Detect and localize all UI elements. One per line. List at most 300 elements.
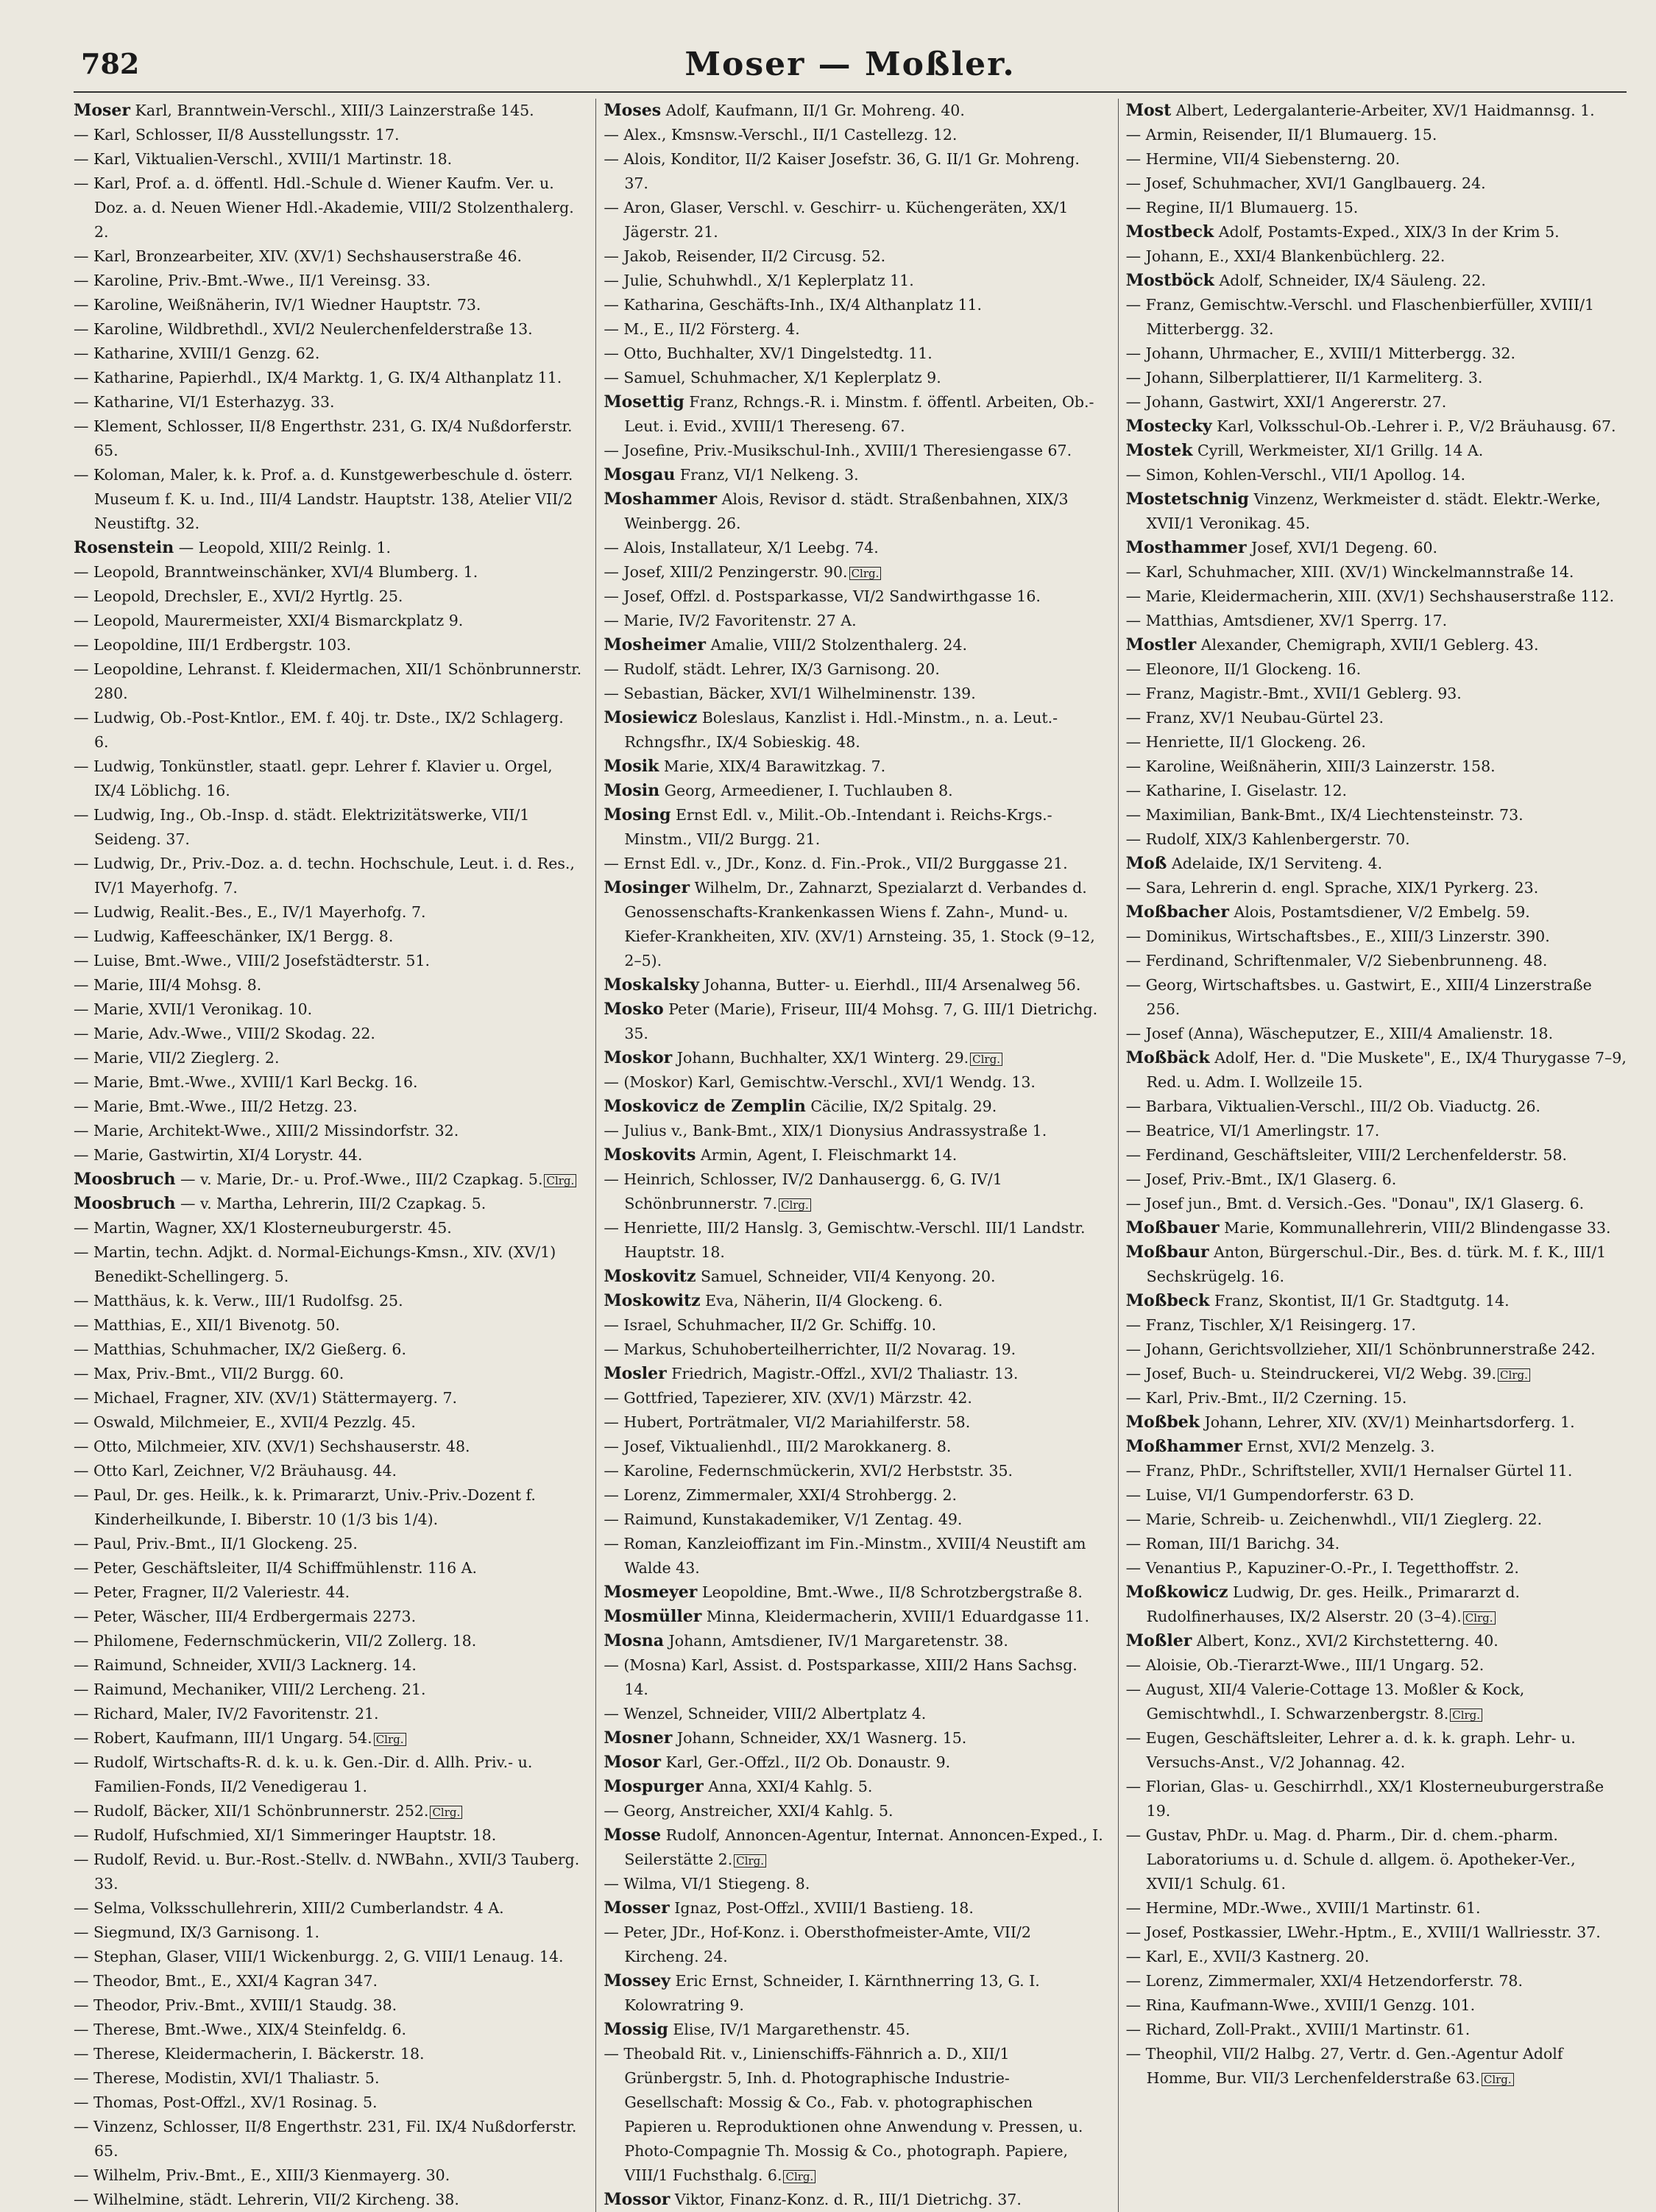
entry-text: Rudolf, Annoncen-Agentur, Internat. Annoncen-Exped., I. Seilerstätte 2.: [624, 1826, 1103, 1868]
entry-surname: Moosbruch: [74, 1170, 176, 1189]
entry-text: — Sebastian, Bäcker, XVI/1 Wilhelminenstr. 139.: [604, 685, 976, 702]
entry-surname: Mostbeck: [1125, 222, 1214, 241]
directory-entry: [74, 973, 582, 997]
directory-entry: [1126, 1896, 1627, 1921]
entry-surname: Mostböck: [1125, 271, 1214, 290]
entry-text: — Maximilian, Bank-Bmt., IX/4 Liechtensteinstr. 73.: [1125, 806, 1524, 824]
entry-text: Elise, IV/1 Margarethenstr. 45.: [673, 2021, 910, 2038]
directory-entry: [604, 196, 1104, 244]
directory-entry: [1126, 244, 1627, 269]
clearing-badge: Clrg.: [970, 1053, 1002, 1066]
entry-surname: Mossor: [604, 2190, 670, 2209]
entry-text: Johann, Buchhalter, XX/1 Winterg. 29.: [676, 1049, 969, 1067]
directory-entry: [74, 342, 582, 366]
entry-text: — Josef, Schuhmacher, XVI/1 Ganglbauerg. 24.: [1125, 174, 1486, 192]
entry-text: — Ludwig, Kaffeeschänker, IX/1 Bergg. 8.: [74, 927, 394, 945]
directory-entry: [74, 755, 582, 803]
entry-text: — Julie, Schuhwhdl., X/1 Keplerplatz 11.: [604, 272, 914, 289]
entry-text: — Johann, E., XXI/4 Blankenbüchlerg. 22.: [1125, 247, 1446, 265]
entry-text: — Therese, Modistin, XVI/1 Thaliastr. 5.: [74, 2069, 380, 2087]
entry-text: — Roman, III/1 Barichg. 34.: [1125, 1535, 1340, 1552]
directory-entry: [1126, 827, 1627, 852]
entry-text: Minna, Kleidermacherin, XVIII/1 Eduardgasse 11.: [706, 1608, 1089, 1625]
directory-entry: [74, 269, 582, 293]
entry-text: — Leopold, Drechsler, E., XVI/2 Hyrtlg. 25.: [74, 587, 403, 605]
directory-entry: [604, 779, 1104, 803]
directory-entry: [604, 342, 1104, 366]
directory-entry: [1126, 1823, 1627, 1896]
entry-text: — Johann, Gerichtsvollzieher, XII/1 Schönbrunnerstraße 242.: [1125, 1340, 1596, 1358]
entry-text: Adolf, Her. d. "Die Muskete", E., IX/4 Thurygasse 7–9, Red. u. Adm. I. Wollzeile 15.: [1146, 1049, 1627, 1091]
directory-entry: [1126, 657, 1627, 682]
directory-entry: [604, 269, 1104, 293]
entry-text: — Rudolf, XIX/3 Kahlenbergerstr. 70.: [1125, 830, 1410, 848]
entry-text: — Raimund, Mechaniker, VIII/2 Lercheng. 21.: [74, 1681, 426, 1698]
entry-surname: Mostetschnig: [1125, 490, 1249, 509]
entry-text: — Dominikus, Wirtschaftsbes., E., XIII/3 Linzerstr. 390.: [1125, 927, 1550, 945]
entry-text: Adolf, Postamts-Exped., XIX/3 In der Krim 5.: [1218, 223, 1560, 241]
directory-entry: [74, 1799, 582, 1823]
column-1: [74, 99, 582, 2212]
directory-entry: [1126, 1726, 1627, 1775]
entry-text: — Rudolf, Wirtschafts-R. d. k. u. k. Gen.-Dir. d. Allh. Priv.- u. Familien-Fonds, II/2 Venedigerau 1.: [74, 1753, 533, 1795]
entry-text: — Josef, Priv.-Bmt., IX/1 Glaserg. 6.: [1125, 1170, 1397, 1188]
directory-entry: [1126, 682, 1627, 706]
entry-text: — Lorenz, Zimmermaler, XXI/4 Hetzendorferstr. 78.: [1125, 1972, 1523, 1990]
directory-entry: [74, 1192, 582, 1216]
entry-text: — Wilma, VI/1 Stiegeng. 8.: [604, 1875, 810, 1893]
entry-surname: Mostek: [1125, 441, 1193, 460]
entry-text: — Matthias, E., XII/1 Bivenotg. 50.: [74, 1316, 340, 1334]
clearing-badge: Clrg.: [430, 1806, 462, 1819]
entry-text: Ernst Edl. v., Milit.-Ob.-Intendant i. Reichs-Krgs.-Minstm., VII/2 Burgg. 21.: [624, 806, 1052, 848]
directory-entry: [74, 2115, 582, 2163]
directory-entry: [604, 1435, 1104, 1459]
directory-entry: [604, 1483, 1104, 1508]
directory-entry: [1126, 1143, 1627, 1167]
directory-entry: [74, 1556, 582, 1580]
directory-entry: [74, 925, 582, 949]
directory-entry: [74, 1240, 582, 1289]
directory-entry: [74, 1678, 582, 1702]
entry-text: Leopoldine, Bmt.-Wwe., II/8 Schrotzbergstraße 8.: [701, 1583, 1083, 1601]
directory-entry: [74, 1338, 582, 1362]
entry-text: — Alois, Installateur, X/1 Leebg. 74.: [604, 539, 879, 556]
directory-entry: [74, 463, 582, 536]
directory-entry: [604, 1167, 1104, 1216]
directory-entry: [1126, 463, 1627, 487]
entry-text: — Marie, Bmt.-Wwe., XVIII/1 Karl Beckg. 16.: [74, 1073, 418, 1091]
directory-entry: [74, 1969, 582, 1993]
entry-text: — Franz, PhDr., Schriftsteller, XVII/1 Hernalser Gürtel 11.: [1125, 1462, 1573, 1480]
directory-entry: [604, 706, 1104, 755]
directory-entry: [604, 2042, 1104, 2188]
entry-text: — Karl, Prof. a. d. öffentl. Hdl.-Schule d. Wiener Kaufm. Ver. u. Doz. a. d. Neuen Wiener Hdl.-Akademie, VIII/2 Stolzenthalerg. 2.: [74, 174, 574, 241]
entry-surname: Mosinger: [604, 878, 690, 897]
entry-text: — Georg, Wirtschaftsbes. u. Gastwirt, E., XIII/4 Linzerstraße 256.: [1125, 976, 1592, 1018]
directory-entry: [74, 657, 582, 706]
directory-entry: [1126, 900, 1627, 925]
entry-text: — Johann, Silberplattierer, II/1 Karmeliterg. 3.: [1125, 369, 1483, 386]
directory-entry: [1126, 1192, 1627, 1216]
entry-text: — Katharine, Papierhdl., IX/4 Marktg. 1, G. IX/4 Althanplatz 11.: [74, 369, 562, 386]
directory-entry: [1126, 1993, 1627, 2018]
entry-surname: Moshammer: [604, 490, 718, 509]
directory-entry: [604, 755, 1104, 779]
entry-text: — Ferdinand, Schriftenmaler, V/2 Siebenbrunneng. 48.: [1125, 952, 1548, 969]
entry-text: — Matthäus, k. k. Verw., III/1 Rudolfsg. 25.: [74, 1292, 403, 1310]
entry-text: Adolf, Schneider, IX/4 Säuleng. 22.: [1219, 272, 1486, 289]
directory-entry: [1126, 1338, 1627, 1362]
directory-entry: [604, 1143, 1104, 1167]
entry-text: Ernst, XVI/2 Menzelg. 3.: [1247, 1438, 1435, 1455]
entry-text: — Therese, Bmt.-Wwe., XIX/4 Steinfeldg. 6.: [74, 2021, 407, 2038]
directory-entry: [1126, 584, 1627, 609]
entry-surname: Mospurger: [604, 1777, 704, 1796]
entry-text: — Matthias, Schuhmacher, IX/2 Gießerg. 6.: [74, 1340, 406, 1358]
entry-surname: Mostler: [1125, 635, 1197, 654]
entry-surname: Mosheimer: [604, 635, 706, 654]
entry-text: — Alois, Konditor, II/2 Kaiser Josefstr. 36, G. II/1 Gr. Mohreng. 37.: [604, 150, 1080, 192]
directory-entry: [1126, 366, 1627, 390]
entry-text: — Peter, Fragner, II/2 Valeriestr. 44.: [74, 1583, 350, 1601]
column-3: [1118, 99, 1627, 2212]
entry-surname: Mosler: [604, 1364, 667, 1383]
entry-surname: Moskowitz: [604, 1291, 701, 1310]
entry-text: — Otto Karl, Zeichner, V/2 Bräuhausg. 44.: [74, 1462, 397, 1480]
entry-text: — Georg, Anstreicher, XXI/4 Kahlg. 5.: [604, 1802, 894, 1820]
directory-entry: [74, 1629, 582, 1653]
entry-text: Eva, Näherin, II/4 Glockeng. 6.: [705, 1292, 943, 1310]
clearing-badge: Clrg.: [734, 1854, 766, 1868]
entry-surname: Moßbaur: [1125, 1243, 1209, 1262]
directory-entry: [74, 803, 582, 852]
entry-text: — Leopold, Branntweinschänker, XVI/4 Blumberg. 1.: [74, 563, 478, 581]
directory-entry: [1126, 1216, 1627, 1240]
entry-text: Armin, Agent, I. Fleischmarkt 14.: [700, 1146, 958, 1164]
clearing-badge: Clrg.: [783, 2170, 815, 2183]
directory-entry: [604, 1629, 1104, 1653]
entry-text: — Stephan, Glaser, VIII/1 Wickenburgg. 2, G. VIII/1 Lenaug. 14.: [74, 1948, 564, 1965]
directory-entry: [1126, 172, 1627, 196]
directory-entry: [604, 463, 1104, 487]
entry-text: — Karl, Viktualien-Verschl., XVIII/1 Martinstr. 18.: [74, 150, 453, 168]
directory-entry: [604, 147, 1104, 196]
directory-entry: [1126, 269, 1627, 293]
directory-entry: [74, 1362, 582, 1386]
running-head: Moser — Moßler.: [684, 46, 1016, 83]
directory-entry: [74, 2018, 582, 2042]
directory-entry: [604, 1313, 1104, 1338]
entry-text: Viktor, Finanz-Konz. d. R., III/1 Dietrichg. 37.: [674, 2191, 1022, 2208]
entry-text: — Marie, Adv.-Wwe., VIII/2 Skodag. 22.: [74, 1025, 375, 1042]
entry-text: — Marie, III/4 Mohsg. 8.: [74, 976, 262, 994]
entry-text: — Hermine, VII/4 Siebensterng. 20.: [1125, 150, 1401, 168]
directory-entry: [1126, 1580, 1627, 1629]
entry-text: Josef, XVI/1 Degeng. 60.: [1251, 539, 1438, 556]
entry-text: — v. Marie, Dr.- u. Prof.-Wwe., III/2 Czapkag. 5.: [180, 1170, 543, 1188]
directory-entry: [1126, 706, 1627, 730]
directory-entry: [74, 584, 582, 609]
entry-surname: Mosser: [604, 1898, 670, 1918]
directory-entry: [604, 123, 1104, 147]
directory-entry: [74, 1653, 582, 1678]
entry-text: Ignaz, Post-Offzl., XVIII/1 Bastieng. 18.: [674, 1899, 974, 1917]
entry-text: — Josef, Buch- u. Steindruckerei, VI/2 Webg. 39.: [1125, 1365, 1497, 1382]
directory-entry: [74, 1726, 582, 1750]
entry-text: — Karoline, Weißnäherin, XIII/3 Lainzerstr. 158.: [1125, 757, 1496, 775]
entry-text: — Luise, VI/1 Gumpendorferstr. 63 D.: [1125, 1486, 1415, 1504]
directory-entry: [1126, 147, 1627, 172]
directory-entry: [604, 1896, 1104, 1921]
entry-surname: Mosmeyer: [604, 1583, 698, 1602]
entry-surname: Moses: [604, 101, 662, 120]
entry-text: — Rina, Kaufmann-Wwe., XVIII/1 Genzg. 101.: [1125, 1996, 1476, 2014]
entry-text: Friedrich, Magistr.-Offzl., XVI/2 Thaliastr. 13.: [671, 1365, 1019, 1382]
entry-surname: Moßhammer: [1125, 1437, 1242, 1456]
entry-text: — Ferdinand, Geschäftsleiter, VIII/2 Lerchenfelderstr. 58.: [1125, 1146, 1568, 1164]
entry-text: — Josef (Anna), Wäscheputzer, E., XIII/4 Amalienstr. 18.: [1125, 1025, 1554, 1042]
entry-text: Karl, Ger.-Offzl., II/2 Ob. Donaustr. 9.: [665, 1753, 951, 1771]
entry-text: Marie, XIX/4 Barawitzkag. 7.: [663, 757, 886, 775]
directory-entry: [604, 1386, 1104, 1410]
entry-surname: Moskovicz de Zemplin: [604, 1097, 806, 1116]
directory-entry: [74, 244, 582, 269]
directory-entry: [74, 997, 582, 1022]
entry-text: — Otto, Milchmeier, XIV. (XV/1) Sechshauserstr. 48.: [74, 1438, 470, 1455]
entry-text: — Eleonore, II/1 Glockeng. 16.: [1125, 660, 1362, 678]
directory-entry: [604, 1726, 1104, 1750]
directory-entry: [604, 1750, 1104, 1775]
directory-entry: [74, 1483, 582, 1532]
directory-entry: [604, 1775, 1104, 1799]
entry-surname: Mosmüller: [604, 1607, 702, 1626]
entry-surname: Moskor: [604, 1048, 673, 1067]
entry-text: — Thomas, Post-Offzl., XV/1 Rosinag. 5.: [74, 2093, 378, 2111]
directory-entry: [74, 1702, 582, 1726]
directory-entry: [604, 1289, 1104, 1313]
entry-text: — Ludwig, Realit.-Bes., E., IV/1 Mayerhofg. 7.: [74, 903, 426, 921]
directory-entry: [1126, 1095, 1627, 1119]
entry-text: Cyrill, Werkmeister, XI/1 Grillg. 14 A.: [1197, 442, 1484, 459]
entry-text: Albert, Ledergalanterie-Arbeiter, XV/1 Haidmannsg. 1.: [1175, 102, 1595, 119]
entry-text: Johann, Lehrer, XIV. (XV/1) Meinhartsdorferg. 1.: [1204, 1413, 1575, 1431]
directory-entry: [1126, 560, 1627, 584]
entry-surname: Moßkowicz: [1125, 1583, 1228, 1602]
entry-text: — Theodor, Bmt., E., XXI/4 Kagran 347.: [74, 1972, 378, 1990]
directory-entry: [74, 123, 582, 147]
directory-entry: [74, 390, 582, 414]
entry-surname: Moskalsky: [604, 975, 700, 994]
entry-text: — Klement, Schlosser, II/8 Engerthstr. 231, G. IX/4 Nußdorferstr. 65.: [74, 417, 573, 459]
directory-entry: [1126, 1556, 1627, 1580]
entry-surname: Mossey: [604, 1971, 670, 1990]
directory-entry: [1126, 609, 1627, 633]
entry-surname: Mosse: [604, 1826, 662, 1845]
entry-text: — Koloman, Maler, k. k. Prof. a. d. Kunstgewerbeschule d. österr. Museum f. K. u. Ind., III/4 Landstr. Hauptstr. 138, Atelier VII/2 Neustiftg. 32.: [74, 466, 573, 532]
entry-text: — Philomene, Federnschmückerin, VII/2 Zollerg. 18.: [74, 1632, 477, 1650]
entry-text: — Therese, Kleidermacherin, I. Bäckerstr. 18.: [74, 2045, 425, 2063]
entry-text: — M., E., II/2 Försterg. 4.: [604, 320, 800, 338]
entry-surname: Mosthammer: [1125, 538, 1247, 557]
entry-text: — Karoline, Weißnäherin, IV/1 Wiedner Hauptstr. 73.: [74, 296, 481, 314]
entry-text: Samuel, Schneider, VII/4 Kenyong. 20.: [700, 1268, 996, 1285]
directory-entry: [74, 1070, 582, 1095]
directory-entry: [604, 560, 1104, 584]
entry-text: Vinzenz, Werkmeister d. städt. Elektr.-Werke, XVII/1 Veronikag. 45.: [1146, 490, 1601, 532]
clearing-badge: Clrg.: [1498, 1368, 1530, 1382]
directory-entry: [604, 1119, 1104, 1143]
entry-text: — Josef, Viktualienhdl., III/2 Marokkanerg. 8.: [604, 1438, 952, 1455]
directory-entry: [74, 1022, 582, 1046]
entry-text: — Paul, Dr. ges. Heilk., k. k. Primararzt, Univ.-Priv.-Dozent f. Kinderheilkunde, I. Biberstr. 10 (1/3 bis 1/4).: [74, 1486, 536, 1528]
directory-entry: [604, 609, 1104, 633]
entry-text: — Ludwig, Ob.-Post-Kntlor., EM. f. 40j. tr. Dste., IX/2 Schlagerg. 6.: [74, 709, 564, 751]
entry-surname: Mostecky: [1125, 417, 1212, 436]
directory-entry: [604, 2188, 1104, 2212]
directory-entry: [604, 317, 1104, 342]
directory-entry: [74, 1580, 582, 1605]
directory-entry: [1126, 925, 1627, 949]
directory-entry: [1126, 1289, 1627, 1313]
directory-entry: [74, 609, 582, 633]
entry-text: Johanna, Butter- u. Eierhdl., III/4 Arsenalweg 56.: [704, 976, 1081, 994]
directory-entry: [74, 1289, 582, 1313]
entry-text: — Regine, II/1 Blumauerg. 15.: [1125, 199, 1359, 216]
entry-text: — Lorenz, Zimmermaler, XXI/4 Strohbergg. 2.: [604, 1486, 958, 1504]
directory-entry: [604, 390, 1104, 439]
directory-entry: [1126, 633, 1627, 657]
entry-text: — Marie, Bmt.-Wwe., III/2 Hetzg. 23.: [74, 1098, 358, 1115]
entry-text: — Katharine, XVIII/1 Genzg. 62.: [74, 344, 320, 362]
entry-surname: Most: [1125, 101, 1172, 120]
directory-entry: [604, 657, 1104, 682]
directory-entry: [604, 852, 1104, 876]
directory-entry: [1126, 876, 1627, 900]
directory-entry: [74, 2042, 582, 2066]
directory-entry: [604, 1702, 1104, 1726]
entry-text: — Wilhelmine, städt. Lehrerin, VII/2 Kircheng. 38.: [74, 2191, 459, 2208]
directory-entry: [74, 1313, 582, 1338]
entry-text: — Marie, VII/2 Zieglerg. 2.: [74, 1049, 280, 1067]
directory-entry: [74, 1921, 582, 1945]
directory-entry: [604, 1070, 1104, 1095]
directory-entry: [74, 852, 582, 900]
directory-entry: [1126, 439, 1627, 463]
directory-entry: [604, 1095, 1104, 1119]
entry-text: — Peter, JDr., Hof-Konz. i. Obersthofmeister-Amte, VII/2 Kircheng. 24.: [604, 1923, 1031, 1965]
directory-entry: [74, 1750, 582, 1799]
entry-text: — Aron, Glaser, Verschl. v. Geschirr- u. Küchengeräten, XX/1 Jägerstr. 21.: [604, 199, 1069, 241]
directory-entry: [604, 1799, 1104, 1823]
directory-entry: [74, 1896, 582, 1921]
directory-entry: [74, 949, 582, 973]
directory-entry: [604, 803, 1104, 852]
directory-entry: [1126, 196, 1627, 220]
directory-entry: [74, 2188, 582, 2212]
directory-entry: [604, 1605, 1104, 1629]
entry-text: — Barbara, Viktualien-Verschl., III/2 Ob. Viaductg. 26.: [1125, 1098, 1541, 1115]
directory-entry: [604, 1580, 1104, 1605]
directory-entry: [1126, 1483, 1627, 1508]
directory-entry: [604, 997, 1104, 1046]
clearing-badge: Clrg.: [1450, 1709, 1482, 1722]
directory-entry: [74, 1459, 582, 1483]
directory-entry: [1126, 803, 1627, 827]
directory-entry: [604, 1362, 1104, 1386]
directory-entry: [1126, 220, 1627, 244]
entry-surname: Mosin: [604, 781, 660, 800]
entry-text: — Florian, Glas- u. Geschirrhdl., XX/1 Klosterneuburgerstraße 19.: [1125, 1778, 1604, 1820]
directory-entry: [74, 1993, 582, 2018]
entry-text: — Paul, Priv.-Bmt., II/1 Glockeng. 25.: [74, 1535, 358, 1552]
entry-text: — Martin, Wagner, XX/1 Klosterneuburgerstr. 45.: [74, 1219, 452, 1237]
directory-entry: [74, 1410, 582, 1435]
entry-text: — Josef jun., Bmt. d. Versich.-Ges. "Donau", IX/1 Glaserg. 6.: [1125, 1195, 1585, 1212]
entry-text: — Peter, Geschäftsleiter, II/4 Schiffmühlenstr. 116 A.: [74, 1559, 477, 1577]
entry-text: — Michael, Fragner, XIV. (XV/1) Stättermayerg. 7.: [74, 1389, 458, 1407]
entry-text: Cäcilie, IX/2 Spitalg. 29.: [810, 1098, 997, 1115]
directory-entry: [1126, 414, 1627, 439]
entry-text: Georg, Armeediener, I. Tuchlauben 8.: [664, 782, 953, 799]
entry-text: — Vinzenz, Schlosser, II/8 Engerthstr. 231, Fil. IX/4 Nußdorferstr. 65.: [74, 2118, 577, 2160]
entry-text: — Ludwig, Dr., Priv.-Doz. a. d. techn. Hochschule, Leut. i. d. Res., IV/1 Mayerhofg. 7.: [74, 855, 575, 897]
directory-entry: [604, 366, 1104, 390]
entry-text: — Henriette, III/2 Hanslg. 3, Gemischtw.-Verschl. III/1 Landstr. Hauptstr. 18.: [604, 1219, 1086, 1261]
entry-text: — Gottfried, Tapezierer, XIV. (XV/1) Märzstr. 42.: [604, 1389, 972, 1407]
entry-text: — (Moskor) Karl, Gemischtw.-Verschl., XVI/1 Wendg. 13.: [604, 1073, 1036, 1091]
entry-text: Alois, Revisor d. städt. Straßenbahnen, XIX/3 Weinbergg. 26.: [624, 490, 1069, 532]
entry-text: Adolf, Kaufmann, II/1 Gr. Mohreng. 40.: [665, 102, 965, 119]
entry-text: — Rudolf, Hufschmied, XI/1 Simmeringer Hauptstr. 18.: [74, 1826, 497, 1844]
directory-entry: [74, 293, 582, 317]
entry-text: — Matthias, Amtsdiener, XV/1 Sperrg. 17.: [1125, 612, 1448, 629]
entry-text: — Eugen, Geschäftsleiter, Lehrer a. d. k. k. graph. Lehr- u. Versuchs-Anst., V/2 Johannag. 42.: [1125, 1729, 1576, 1771]
entry-text: Franz, Rchngs.-R. i. Minstm. f. öffentl. Arbeiten, Ob.-Leut. i. Evid., XVIII/1 Thereseng. 67.: [624, 393, 1094, 435]
directory-entry: [604, 293, 1104, 317]
entry-surname: Moskovitz: [604, 1267, 696, 1286]
directory-entry: [74, 1435, 582, 1459]
entry-text: — Karoline, Federnschmückerin, XVI/2 Herbststr. 35.: [604, 1462, 1013, 1480]
entry-surname: Moser: [74, 101, 130, 120]
page-number: 782: [81, 47, 140, 80]
directory-entry: [1126, 1410, 1627, 1435]
entry-text: — Franz, XV/1 Neubau-Gürtel 23.: [1125, 709, 1384, 727]
directory-entry: [74, 1386, 582, 1410]
directory-entry: [74, 317, 582, 342]
entry-text: — Karl, E., XVII/3 Kastnerg. 20.: [1125, 1948, 1370, 1965]
entry-surname: Mossig: [604, 2020, 668, 2039]
clearing-badge: Clrg.: [544, 1174, 576, 1187]
directory-entry: [604, 439, 1104, 463]
entry-text: — Peter, Wäscher, III/4 Erdbergermais 2273.: [74, 1608, 417, 1625]
directory-entry: [604, 1872, 1104, 1896]
directory-entry: [1126, 852, 1627, 876]
directory-entry: [1126, 730, 1627, 755]
entry-text: — Richard, Maler, IV/2 Favoritenstr. 21.: [74, 1705, 379, 1722]
entry-text: — Karl, Schlosser, II/8 Ausstellungsstr. 17.: [74, 126, 400, 144]
entry-text: Franz, VI/1 Nelkeng. 3.: [679, 466, 859, 484]
directory-entry: [604, 244, 1104, 269]
entry-text: — Henriette, II/1 Glockeng. 26.: [1125, 733, 1366, 751]
entry-text: — Alex., Kmsnsw.-Verschl., II/1 Castellezg. 12.: [604, 126, 958, 144]
directory-entry: [74, 1532, 582, 1556]
entry-text: — Aloisie, Ob.-Tierarzt-Wwe., III/1 Ungarg. 52.: [1125, 1656, 1485, 1674]
directory-entry: [1126, 1435, 1627, 1459]
entry-text: — Rudolf, Bäcker, XII/1 Schönbrunnerstr. 252.: [74, 1802, 429, 1820]
entry-text: — Josef, XIII/2 Penzingerstr. 90.: [604, 563, 848, 581]
entry-text: Johann, Amtsdiener, IV/1 Margaretenstr. 38.: [668, 1632, 1008, 1650]
